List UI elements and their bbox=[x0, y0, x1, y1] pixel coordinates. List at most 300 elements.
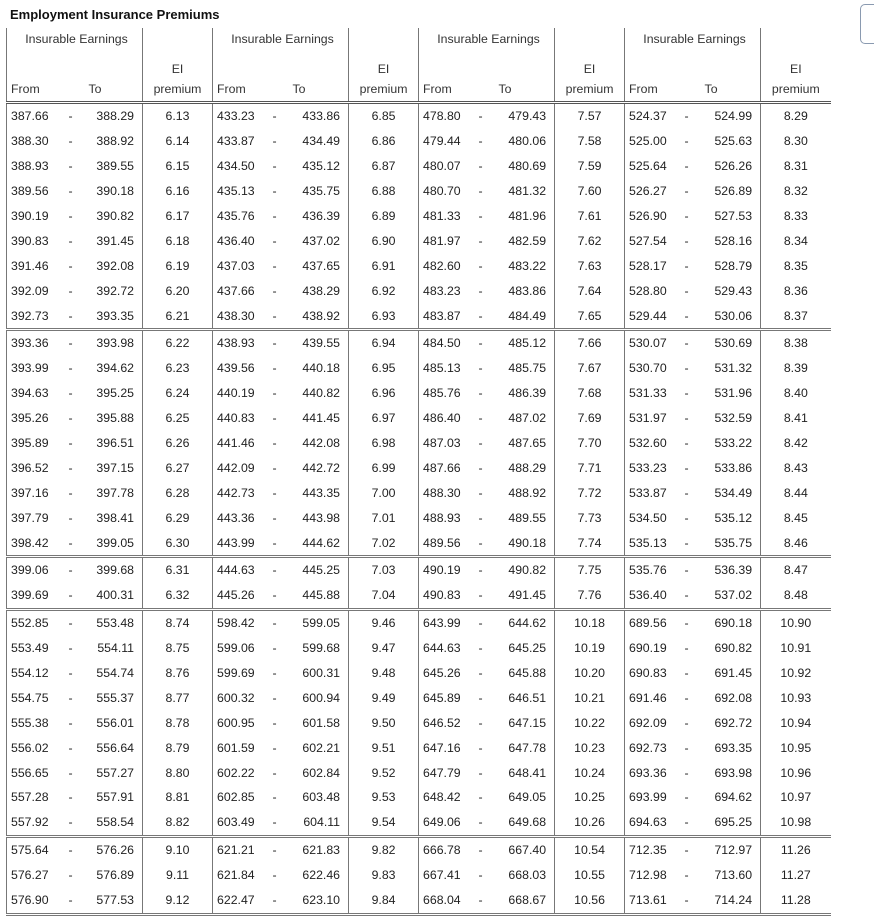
from-cell: 435.13 bbox=[213, 179, 267, 204]
from-cell: 575.64 bbox=[7, 836, 63, 862]
range-dash: - bbox=[684, 868, 689, 883]
range-dash: - bbox=[478, 460, 483, 475]
to-cell: 602.84 bbox=[302, 765, 341, 780]
from-cell: 388.30 bbox=[7, 129, 63, 154]
from-cell: 694.63 bbox=[625, 810, 679, 836]
from-cell: 440.83 bbox=[213, 406, 267, 431]
to-cell: 437.65 bbox=[302, 258, 341, 273]
header-spacer bbox=[679, 76, 695, 103]
premium-cell: 7.76 bbox=[555, 583, 625, 609]
table-row bbox=[7, 735, 831, 760]
to-cell: 535.12 bbox=[714, 510, 753, 525]
from-cell: 441.46 bbox=[213, 431, 267, 456]
header-spacer bbox=[213, 54, 349, 76]
to-cell: 395.25 bbox=[96, 386, 135, 401]
range-dash: - bbox=[473, 303, 489, 329]
premium-cell: 6.94 bbox=[349, 330, 419, 356]
from-cell: 600.32 bbox=[213, 685, 267, 710]
premium-cell: 8.75 bbox=[143, 636, 213, 661]
to-cell: 647.78 bbox=[508, 740, 547, 755]
range-dash: - bbox=[478, 765, 483, 780]
from-cell: 438.93 bbox=[213, 330, 267, 356]
to-cell: 531.32 bbox=[714, 361, 753, 376]
from-cell: 533.87 bbox=[625, 480, 679, 505]
premium-cell: 10.92 bbox=[761, 661, 831, 686]
from-cell: 484.50 bbox=[419, 330, 473, 356]
from-cell: 397.16 bbox=[7, 480, 63, 505]
to-cell: 600.94 bbox=[302, 690, 341, 705]
to-cell: 528.16 bbox=[714, 233, 753, 248]
premium-cell: 6.89 bbox=[349, 204, 419, 229]
from-cell: 488.30 bbox=[419, 480, 473, 505]
from-cell: 437.03 bbox=[213, 253, 267, 278]
from-cell: 600.95 bbox=[213, 710, 267, 735]
to-cell: 485.75 bbox=[508, 361, 547, 376]
premium-cell: 10.98 bbox=[761, 810, 831, 836]
from-cell: 485.76 bbox=[419, 381, 473, 406]
table-row bbox=[7, 431, 831, 456]
premium-cell: 10.55 bbox=[555, 863, 625, 888]
to-cell: 437.02 bbox=[302, 233, 341, 248]
range-dash: - bbox=[63, 810, 79, 836]
premium-cell: 7.60 bbox=[555, 179, 625, 204]
premium-cell: 8.42 bbox=[761, 431, 831, 456]
to-cell: 443.98 bbox=[302, 510, 341, 525]
from-cell: 438.30 bbox=[213, 303, 267, 329]
to-cell: 532.59 bbox=[714, 411, 753, 426]
from-cell: 483.23 bbox=[419, 278, 473, 303]
range-dash: - bbox=[684, 233, 689, 248]
range-dash: - bbox=[684, 258, 689, 273]
from-cell: 478.80 bbox=[419, 103, 473, 129]
to-cell: 442.08 bbox=[302, 436, 341, 451]
range-dash: - bbox=[68, 765, 73, 780]
premium-cell: 8.46 bbox=[761, 530, 831, 556]
from-cell: 553.49 bbox=[7, 636, 63, 661]
from-cell: 713.61 bbox=[625, 888, 679, 914]
premium-cell: 7.75 bbox=[555, 557, 625, 583]
header-spacer bbox=[625, 54, 761, 76]
table-row bbox=[7, 836, 831, 862]
from-cell: 534.50 bbox=[625, 505, 679, 530]
to-cell: 389.55 bbox=[96, 159, 135, 174]
range-dash: - bbox=[68, 361, 73, 376]
premium-cell: 6.14 bbox=[143, 129, 213, 154]
from-cell: 667.41 bbox=[419, 863, 473, 888]
premium-cell: 7.57 bbox=[555, 103, 625, 129]
to-cell: 396.51 bbox=[96, 436, 135, 451]
range-dash: - bbox=[478, 641, 483, 656]
premium-cell: 7.61 bbox=[555, 204, 625, 229]
from-cell: 712.35 bbox=[625, 836, 679, 862]
premium-cell: 7.64 bbox=[555, 278, 625, 303]
range-dash: - bbox=[272, 765, 277, 780]
premium-cell: 9.50 bbox=[349, 710, 419, 735]
header-spacer bbox=[63, 76, 79, 103]
range-dash: - bbox=[68, 740, 73, 755]
range-dash: - bbox=[684, 283, 689, 298]
to-cell: 388.29 bbox=[96, 109, 135, 124]
from-cell: 690.19 bbox=[625, 636, 679, 661]
range-dash: - bbox=[272, 510, 277, 525]
from-cell: 392.09 bbox=[7, 278, 63, 303]
side-tab-button[interactable] bbox=[860, 4, 874, 44]
to-cell: 480.69 bbox=[508, 159, 547, 174]
premium-cell: 8.36 bbox=[761, 278, 831, 303]
range-dash: - bbox=[272, 109, 277, 124]
premium-header: premium bbox=[761, 76, 831, 103]
table-row bbox=[7, 381, 831, 406]
range-dash: - bbox=[684, 336, 689, 351]
range-dash: - bbox=[68, 641, 73, 656]
from-cell: 389.56 bbox=[7, 179, 63, 204]
range-dash: - bbox=[272, 209, 277, 223]
from-cell: 557.28 bbox=[7, 785, 63, 810]
range-dash: - bbox=[679, 530, 695, 556]
premium-cell: 8.37 bbox=[761, 303, 831, 329]
range-dash: - bbox=[478, 386, 483, 401]
from-cell: 535.76 bbox=[625, 557, 679, 583]
premium-cell: 9.54 bbox=[349, 810, 419, 836]
from-cell: 395.26 bbox=[7, 406, 63, 431]
range-dash: - bbox=[272, 790, 277, 805]
premium-cell: 8.29 bbox=[761, 103, 831, 129]
to-cell: 526.26 bbox=[714, 159, 753, 174]
premium-cell: 8.32 bbox=[761, 179, 831, 204]
to-cell: 491.45 bbox=[489, 583, 555, 609]
from-cell: 599.06 bbox=[213, 636, 267, 661]
from-cell: 390.83 bbox=[7, 228, 63, 253]
from-cell: 689.56 bbox=[625, 609, 679, 635]
from-cell: 645.89 bbox=[419, 685, 473, 710]
premium-cell: 8.44 bbox=[761, 480, 831, 505]
from-cell: 445.26 bbox=[213, 583, 267, 609]
range-dash: - bbox=[272, 336, 277, 351]
from-cell: 437.66 bbox=[213, 278, 267, 303]
from-cell: 388.93 bbox=[7, 154, 63, 179]
from-cell: 693.36 bbox=[625, 760, 679, 785]
range-dash: - bbox=[478, 790, 483, 805]
range-dash: - bbox=[68, 184, 73, 199]
premium-cell: 7.68 bbox=[555, 381, 625, 406]
range-dash: - bbox=[478, 843, 483, 858]
from-cell: 479.44 bbox=[419, 129, 473, 154]
range-dash: - bbox=[272, 616, 277, 631]
from-cell: 528.17 bbox=[625, 253, 679, 278]
to-header: To bbox=[489, 76, 555, 103]
to-cell: 524.99 bbox=[714, 109, 753, 124]
from-cell: 556.02 bbox=[7, 735, 63, 760]
range-dash: - bbox=[684, 436, 689, 451]
from-cell: 390.19 bbox=[7, 204, 63, 229]
from-header: From bbox=[7, 76, 63, 103]
from-cell: 647.79 bbox=[419, 760, 473, 785]
premium-cell: 6.90 bbox=[349, 228, 419, 253]
from-cell: 443.36 bbox=[213, 505, 267, 530]
from-cell: 488.93 bbox=[419, 505, 473, 530]
table-row bbox=[7, 888, 831, 914]
header-spacer bbox=[473, 76, 489, 103]
from-cell: 481.97 bbox=[419, 228, 473, 253]
premium-cell: 6.98 bbox=[349, 431, 419, 456]
from-cell: 599.69 bbox=[213, 661, 267, 686]
to-cell: 398.41 bbox=[96, 510, 135, 525]
from-cell: 535.13 bbox=[625, 530, 679, 556]
range-dash: - bbox=[478, 258, 483, 273]
from-cell: 666.78 bbox=[419, 836, 473, 862]
premium-cell: 7.70 bbox=[555, 431, 625, 456]
range-dash: - bbox=[478, 283, 483, 298]
range-dash: - bbox=[63, 530, 79, 556]
premium-cell: 6.31 bbox=[143, 557, 213, 583]
premium-cell: 6.32 bbox=[143, 583, 213, 609]
range-dash: - bbox=[68, 386, 73, 401]
insurable-earnings-header: Insurable Earnings bbox=[7, 28, 143, 54]
premium-cell: 11.28 bbox=[761, 888, 831, 914]
range-dash: - bbox=[68, 563, 73, 578]
table-row bbox=[7, 609, 831, 635]
to-cell: 601.58 bbox=[302, 715, 341, 730]
range-dash: - bbox=[272, 666, 277, 681]
to-cell: 485.12 bbox=[508, 336, 547, 351]
premium-cell: 7.01 bbox=[349, 505, 419, 530]
from-cell: 530.07 bbox=[625, 330, 679, 356]
to-cell: 525.63 bbox=[714, 134, 753, 149]
range-dash: - bbox=[478, 109, 483, 124]
premium-cell: 9.82 bbox=[349, 836, 419, 862]
premium-cell: 6.95 bbox=[349, 356, 419, 381]
ei-header: EI bbox=[555, 28, 625, 76]
range-dash: - bbox=[267, 888, 283, 914]
premium-cell: 7.69 bbox=[555, 406, 625, 431]
to-cell: 528.79 bbox=[714, 258, 753, 273]
table-row bbox=[7, 330, 831, 356]
premium-cell: 6.24 bbox=[143, 381, 213, 406]
from-cell: 527.54 bbox=[625, 228, 679, 253]
to-cell: 555.37 bbox=[96, 690, 135, 705]
premium-cell: 7.62 bbox=[555, 228, 625, 253]
premium-cell: 10.26 bbox=[555, 810, 625, 836]
to-cell: 481.32 bbox=[508, 184, 547, 199]
premium-cell: 8.31 bbox=[761, 154, 831, 179]
to-cell: 690.82 bbox=[714, 641, 753, 656]
to-cell: 604.11 bbox=[283, 810, 349, 836]
premium-cell: 6.15 bbox=[143, 154, 213, 179]
range-dash: - bbox=[68, 233, 73, 248]
to-cell: 481.96 bbox=[508, 209, 547, 223]
range-dash: - bbox=[679, 303, 695, 329]
from-cell: 399.69 bbox=[7, 583, 63, 609]
premium-cell: 6.99 bbox=[349, 455, 419, 480]
premium-cell: 6.85 bbox=[349, 103, 419, 129]
ei-header: EI bbox=[761, 28, 831, 76]
premium-cell: 9.83 bbox=[349, 863, 419, 888]
table-row bbox=[7, 179, 831, 204]
to-cell: 490.82 bbox=[508, 563, 547, 578]
to-cell: 392.72 bbox=[96, 283, 135, 298]
range-dash: - bbox=[684, 790, 689, 805]
from-cell: 480.70 bbox=[419, 179, 473, 204]
range-dash: - bbox=[68, 616, 73, 631]
to-cell: 668.67 bbox=[489, 888, 555, 914]
from-cell: 530.70 bbox=[625, 356, 679, 381]
to-cell: 692.72 bbox=[714, 715, 753, 730]
from-cell: 487.03 bbox=[419, 431, 473, 456]
to-cell: 537.02 bbox=[695, 583, 761, 609]
range-dash: - bbox=[473, 583, 489, 609]
premium-cell: 7.66 bbox=[555, 330, 625, 356]
to-cell: 445.25 bbox=[302, 563, 341, 578]
range-dash: - bbox=[684, 184, 689, 199]
range-dash: - bbox=[684, 666, 689, 681]
to-cell: 694.62 bbox=[714, 790, 753, 805]
range-dash: - bbox=[267, 810, 283, 836]
from-cell: 526.27 bbox=[625, 179, 679, 204]
to-cell: 621.83 bbox=[302, 843, 341, 858]
from-cell: 399.06 bbox=[7, 557, 63, 583]
to-cell: 487.02 bbox=[508, 411, 547, 426]
to-cell: 645.25 bbox=[508, 641, 547, 656]
premium-cell: 8.43 bbox=[761, 455, 831, 480]
table-row bbox=[7, 303, 831, 329]
from-cell: 442.73 bbox=[213, 480, 267, 505]
range-dash: - bbox=[684, 361, 689, 376]
range-dash: - bbox=[684, 386, 689, 401]
premium-cell: 9.53 bbox=[349, 785, 419, 810]
table-row bbox=[7, 760, 831, 785]
from-cell: 557.92 bbox=[7, 810, 63, 836]
table-row bbox=[7, 228, 831, 253]
ei-premium-table bbox=[6, 28, 831, 916]
to-cell: 394.62 bbox=[96, 361, 135, 376]
from-cell: 692.73 bbox=[625, 735, 679, 760]
from-cell: 692.09 bbox=[625, 710, 679, 735]
to-cell: 529.43 bbox=[714, 283, 753, 298]
range-dash: - bbox=[68, 109, 73, 124]
range-dash: - bbox=[478, 715, 483, 730]
premium-header: premium bbox=[143, 76, 213, 103]
range-dash: - bbox=[478, 690, 483, 705]
to-cell: 490.18 bbox=[489, 530, 555, 556]
from-cell: 536.40 bbox=[625, 583, 679, 609]
to-cell: 438.92 bbox=[283, 303, 349, 329]
to-cell: 692.08 bbox=[714, 690, 753, 705]
to-cell: 533.86 bbox=[714, 460, 753, 475]
premium-cell: 6.17 bbox=[143, 204, 213, 229]
range-dash: - bbox=[478, 336, 483, 351]
table-row bbox=[7, 253, 831, 278]
premium-cell: 6.30 bbox=[143, 530, 213, 556]
range-dash: - bbox=[684, 159, 689, 174]
to-cell: 533.22 bbox=[714, 436, 753, 451]
premium-cell: 10.56 bbox=[555, 888, 625, 914]
to-cell: 691.45 bbox=[714, 666, 753, 681]
premium-cell: 8.79 bbox=[143, 735, 213, 760]
premium-cell: 6.88 bbox=[349, 179, 419, 204]
from-cell: 398.42 bbox=[7, 530, 63, 556]
to-cell: 648.41 bbox=[508, 765, 547, 780]
premium-cell: 7.72 bbox=[555, 480, 625, 505]
to-cell: 435.12 bbox=[302, 159, 341, 174]
from-cell: 533.23 bbox=[625, 455, 679, 480]
range-dash: - bbox=[68, 436, 73, 451]
range-dash: - bbox=[478, 510, 483, 525]
table-row bbox=[7, 129, 831, 154]
from-cell: 433.23 bbox=[213, 103, 267, 129]
premium-cell: 9.84 bbox=[349, 888, 419, 914]
to-cell: 556.64 bbox=[96, 740, 135, 755]
to-cell: 399.68 bbox=[96, 563, 135, 578]
from-cell: 442.09 bbox=[213, 455, 267, 480]
premium-cell: 10.24 bbox=[555, 760, 625, 785]
premium-cell: 10.93 bbox=[761, 685, 831, 710]
to-cell: 397.15 bbox=[96, 460, 135, 475]
to-cell: 484.49 bbox=[489, 303, 555, 329]
range-dash: - bbox=[272, 843, 277, 858]
to-cell: 479.43 bbox=[508, 109, 547, 124]
premium-cell: 7.74 bbox=[555, 530, 625, 556]
from-cell: 483.87 bbox=[419, 303, 473, 329]
premium-cell: 7.00 bbox=[349, 480, 419, 505]
to-cell: 440.82 bbox=[302, 386, 341, 401]
table-row bbox=[7, 103, 831, 129]
header-spacer bbox=[267, 76, 283, 103]
range-dash: - bbox=[684, 690, 689, 705]
to-cell: 695.25 bbox=[695, 810, 761, 836]
to-cell: 556.01 bbox=[96, 715, 135, 730]
to-cell: 391.45 bbox=[96, 233, 135, 248]
table-row bbox=[7, 154, 831, 179]
from-cell: 691.46 bbox=[625, 685, 679, 710]
premium-cell: 7.63 bbox=[555, 253, 625, 278]
insurable-earnings-header: Insurable Earnings bbox=[419, 28, 555, 54]
premium-cell: 10.18 bbox=[555, 609, 625, 635]
to-cell: 526.89 bbox=[714, 184, 753, 199]
premium-cell: 9.11 bbox=[143, 863, 213, 888]
to-cell: 554.74 bbox=[96, 666, 135, 681]
range-dash: - bbox=[68, 790, 73, 805]
from-cell: 552.85 bbox=[7, 609, 63, 635]
to-cell: 443.35 bbox=[302, 485, 341, 500]
from-cell: 603.49 bbox=[213, 810, 267, 836]
premium-cell: 6.25 bbox=[143, 406, 213, 431]
premium-cell: 10.54 bbox=[555, 836, 625, 862]
range-dash: - bbox=[272, 134, 277, 149]
from-cell: 440.19 bbox=[213, 381, 267, 406]
premium-cell: 8.48 bbox=[761, 583, 831, 609]
from-cell: 528.80 bbox=[625, 278, 679, 303]
from-cell: 576.27 bbox=[7, 863, 63, 888]
premium-cell: 11.26 bbox=[761, 836, 831, 862]
from-cell: 529.44 bbox=[625, 303, 679, 329]
to-cell: 444.62 bbox=[283, 530, 349, 556]
to-cell: 390.82 bbox=[96, 209, 135, 223]
range-dash: - bbox=[684, 510, 689, 525]
premium-cell: 6.87 bbox=[349, 154, 419, 179]
premium-cell: 9.48 bbox=[349, 661, 419, 686]
from-cell: 602.22 bbox=[213, 760, 267, 785]
premium-cell: 8.34 bbox=[761, 228, 831, 253]
from-cell: 649.06 bbox=[419, 810, 473, 836]
insurable-earnings-header: Insurable Earnings bbox=[625, 28, 761, 54]
to-cell: 534.49 bbox=[714, 485, 753, 500]
to-cell: 530.06 bbox=[695, 303, 761, 329]
range-dash: - bbox=[679, 583, 695, 609]
premium-cell: 8.76 bbox=[143, 661, 213, 686]
premium-cell: 8.33 bbox=[761, 204, 831, 229]
premium-cell: 10.20 bbox=[555, 661, 625, 686]
to-cell: 434.49 bbox=[302, 134, 341, 149]
